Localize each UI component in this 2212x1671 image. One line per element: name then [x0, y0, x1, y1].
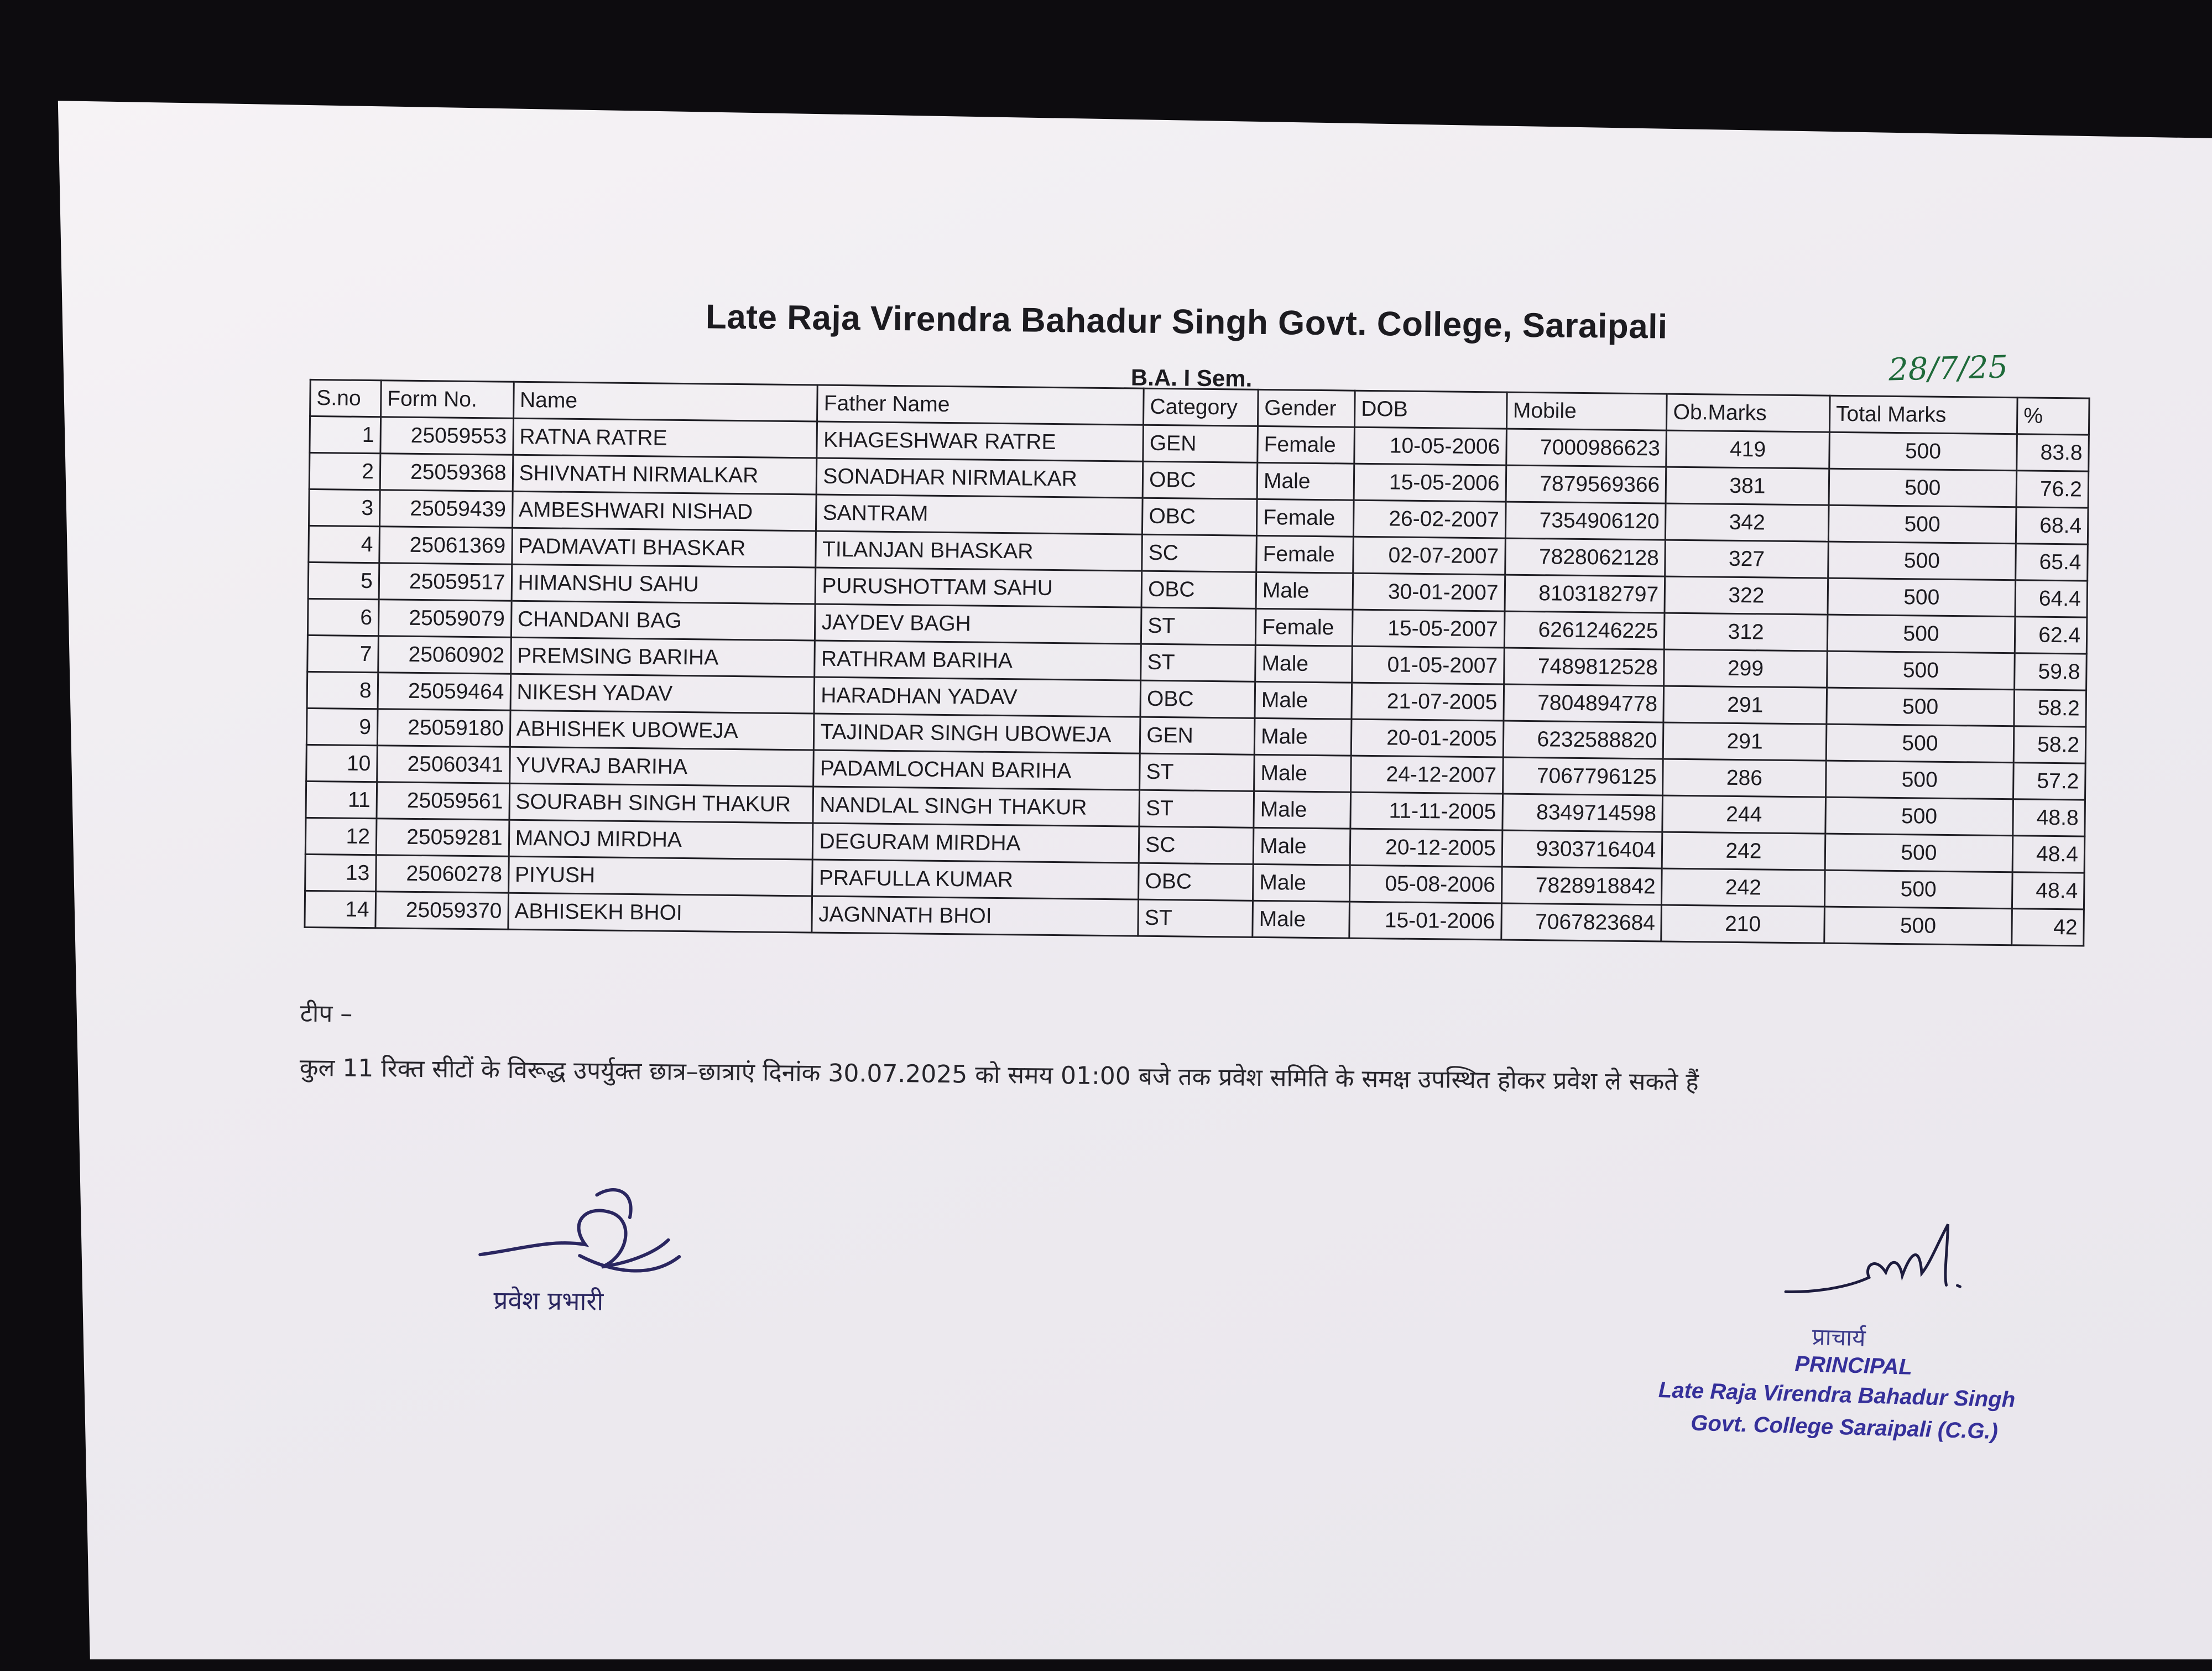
- cell-sno: 13: [305, 854, 377, 891]
- header-ob-marks: Ob.Marks: [1667, 394, 1830, 432]
- cell-sno: 1: [310, 416, 381, 453]
- cell-mobile: 7000986623: [1506, 429, 1666, 467]
- cell-mobile: 8103182797: [1505, 575, 1665, 613]
- cell-total-marks: 500: [1825, 761, 2013, 799]
- cell-sno: 12: [305, 818, 377, 855]
- cell-percent: 48.4: [2012, 872, 2085, 909]
- cell-mobile: 9303716404: [1502, 830, 1662, 868]
- cell-dob: 30-01-2007: [1353, 573, 1505, 611]
- cell-dob: 15-01-2006: [1349, 902, 1501, 940]
- cell-form-no: 25059370: [375, 892, 508, 930]
- cell-sno: 11: [306, 781, 377, 818]
- principal-stamp: [1643, 1205, 2093, 1471]
- cell-dob: 20-12-2005: [1350, 829, 1502, 867]
- cell-name: NIKESH YADAV: [510, 674, 815, 714]
- cell-name: SHIVNATH NIRMALKAR: [513, 455, 817, 494]
- cell-father-name: DEGURAM MIRDHA: [813, 823, 1139, 863]
- cell-dob: 01-05-2007: [1352, 646, 1504, 684]
- cell-percent: 57.2: [2013, 763, 2086, 800]
- cell-total-marks: 500: [1828, 578, 2016, 617]
- principal-caption: प्राचार्य: [1812, 1323, 1866, 1352]
- cell-gender: Female: [1255, 608, 1353, 646]
- cell-ob-marks: 299: [1664, 649, 1827, 688]
- cell-form-no: 25059553: [380, 417, 513, 455]
- cell-mobile: 8349714598: [1502, 794, 1662, 832]
- cell-total-marks: 500: [1827, 615, 2015, 653]
- cell-total-marks: 500: [1827, 688, 2015, 726]
- cell-ob-marks: 419: [1666, 430, 1829, 468]
- note-heading: टीप –: [300, 999, 353, 1028]
- cell-name: HIMANSHU SAHU: [512, 564, 816, 604]
- cell-ob-marks: 322: [1665, 576, 1828, 615]
- admission-incharge-signature: [468, 1172, 702, 1301]
- cell-form-no: 25060278: [375, 855, 508, 893]
- cell-mobile: 7879569366: [1506, 465, 1666, 503]
- cell-total-marks: 500: [1824, 870, 2012, 909]
- cell-total-marks: 500: [1829, 432, 2017, 471]
- cell-total-marks: 500: [1829, 468, 2017, 507]
- cell-name: PIYUSH: [508, 856, 812, 896]
- cell-percent: 65.4: [2016, 544, 2088, 581]
- cell-mobile: 6232588820: [1503, 721, 1663, 759]
- cell-gender: Female: [1258, 426, 1355, 464]
- cell-percent: 48.4: [2012, 836, 2085, 873]
- cell-father-name: NANDLAL SINGH THAKUR: [813, 787, 1139, 826]
- cell-father-name: JAGNNATH BHOI: [812, 896, 1138, 936]
- cell-percent: 76.2: [2016, 471, 2089, 508]
- admission-incharge-signature-block: [468, 1172, 702, 1340]
- header-form-no: Form No.: [380, 381, 513, 419]
- header-father-name: Father Name: [817, 385, 1144, 425]
- cell-ob-marks: 327: [1665, 540, 1828, 578]
- cell-category: OBC: [1141, 571, 1256, 608]
- cell-name: MANOJ MIRDHA: [509, 820, 813, 860]
- cell-form-no: 25059464: [378, 673, 510, 711]
- cell-form-no: 25060902: [378, 636, 511, 674]
- cell-sno: 10: [306, 745, 378, 782]
- college-title: Late Raja Virendra Bahadur Singh Govt. College, Saraipali: [705, 298, 1668, 346]
- cell-name: SOURABH SINGH THAKUR: [509, 783, 813, 823]
- cell-father-name: SANTRAM: [816, 494, 1142, 534]
- cell-name: AMBESHWARI NISHAD: [512, 491, 816, 531]
- principal-signature: [1779, 1209, 1992, 1331]
- cell-sno: 3: [309, 489, 380, 526]
- cell-dob: 05-08-2006: [1349, 865, 1501, 903]
- header-total-marks: Total Marks: [1829, 395, 2017, 434]
- cell-mobile: 7828918842: [1501, 867, 1662, 905]
- cell-form-no: 25061369: [379, 527, 512, 565]
- cell-percent: 62.4: [2015, 617, 2087, 654]
- cell-father-name: KHAGESHWAR RATRE: [817, 421, 1143, 461]
- cell-category: OBC: [1139, 863, 1254, 900]
- cell-form-no: 25059079: [378, 600, 511, 638]
- cell-gender: Female: [1256, 499, 1354, 537]
- cell-name: YUVRAJ BARIHA: [509, 747, 813, 787]
- cell-ob-marks: 286: [1663, 759, 1826, 797]
- cell-sno: 8: [307, 671, 378, 709]
- table-body: [305, 416, 2089, 946]
- cell-percent: 58.2: [2013, 726, 2086, 763]
- cell-category: GEN: [1143, 425, 1258, 462]
- cell-percent: 83.8: [2017, 434, 2089, 471]
- cell-category: ST: [1141, 644, 1256, 681]
- stamp-college-name: Late Raja Virendra Bahadur Singh: [1658, 1377, 2016, 1412]
- cell-total-marks: 500: [1826, 724, 2014, 763]
- cell-category: OBC: [1142, 498, 1258, 535]
- class-subtitle: B.A. I Sem.: [1130, 364, 1253, 392]
- cell-category: ST: [1140, 753, 1255, 791]
- cell-gender: Male: [1253, 900, 1350, 938]
- cell-gender: Male: [1255, 681, 1352, 719]
- header-gender: Gender: [1258, 389, 1355, 427]
- cell-name: ABHISEKH BHOI: [508, 893, 812, 933]
- cell-name: CHANDANI BAG: [511, 601, 815, 641]
- cell-form-no: 25059517: [379, 563, 512, 601]
- cell-sno: 5: [308, 562, 379, 599]
- cell-category: ST: [1138, 899, 1253, 937]
- cell-mobile: 7828062128: [1505, 538, 1665, 576]
- cell-form-no: 25060341: [377, 746, 510, 784]
- cell-dob: 21-07-2005: [1352, 683, 1504, 721]
- cell-dob: 26-02-2007: [1353, 500, 1505, 538]
- cell-sno: 4: [309, 525, 380, 563]
- cell-dob: 02-07-2007: [1353, 537, 1505, 575]
- cell-total-marks: 500: [1828, 505, 2016, 544]
- cell-gender: Female: [1256, 535, 1354, 573]
- header-sno: S.no: [310, 379, 382, 417]
- cell-total-marks: 500: [1825, 834, 2013, 872]
- cell-category: OBC: [1142, 461, 1258, 499]
- cell-ob-marks: 312: [1665, 613, 1828, 651]
- cell-mobile: 7489812528: [1504, 648, 1664, 686]
- cell-sno: 14: [305, 891, 376, 928]
- cell-percent: 48.8: [2013, 799, 2085, 836]
- cell-form-no: 25059561: [377, 782, 509, 820]
- cell-category: ST: [1141, 607, 1256, 645]
- cell-category: OBC: [1140, 680, 1255, 718]
- cell-father-name: TAJINDAR SINGH UBOWEJA: [814, 714, 1140, 753]
- cell-name: PADMAVATI BHASKAR: [512, 528, 816, 568]
- cell-mobile: 7804894778: [1504, 684, 1664, 722]
- cell-gender: Male: [1255, 645, 1353, 683]
- cell-ob-marks: 210: [1661, 905, 1824, 943]
- cell-sno: 2: [309, 452, 380, 490]
- cell-form-no: 25059439: [379, 490, 512, 528]
- note-text: कुल 11 रिक्त सीटों के विरूद्ध उपर्युक्त छात्र–छात्राएं दिनांक 30.07.2025 को समय 01:00 बजे तक प्रवेश समिति के समक्ष उपस्थित होकर प्रवेश ले सकते हैं: [299, 1053, 1699, 1097]
- admission-incharge-caption: प्रवेश प्रभारी: [493, 1285, 604, 1316]
- cell-form-no: 25059281: [376, 819, 509, 857]
- stamp-college-location: Govt. College Saraipali (C.G.): [1690, 1410, 1999, 1444]
- header-percent: %: [2017, 398, 2090, 435]
- cell-gender: Male: [1256, 572, 1353, 610]
- cell-percent: 42: [2012, 909, 2084, 946]
- cell-sno: 9: [306, 708, 378, 745]
- cell-dob: 11-11-2005: [1350, 792, 1503, 830]
- cell-dob: 20-01-2005: [1351, 719, 1503, 757]
- cell-father-name: PURUSHOTTAM SAHU: [816, 568, 1142, 607]
- cell-father-name: SONADHAR NIRMALKAR: [817, 458, 1143, 498]
- cell-category: SC: [1139, 826, 1254, 864]
- cell-ob-marks: 342: [1666, 503, 1829, 542]
- cell-total-marks: 500: [1828, 542, 2016, 580]
- cell-father-name: RATHRAM BARIHA: [815, 641, 1141, 680]
- cell-father-name: PADAMLOCHAN BARIHA: [813, 750, 1140, 790]
- cell-ob-marks: 244: [1662, 795, 1825, 834]
- cell-ob-marks: 291: [1663, 686, 1827, 724]
- cell-dob: 10-05-2006: [1354, 427, 1506, 465]
- header-dob: DOB: [1354, 391, 1506, 429]
- cell-dob: 15-05-2006: [1354, 464, 1506, 502]
- cell-sno: 6: [307, 598, 379, 636]
- cell-percent: 64.4: [2015, 580, 2088, 617]
- cell-dob: 24-12-2007: [1350, 756, 1503, 794]
- stamp-principal-label: PRINCIPAL: [1794, 1351, 1913, 1380]
- cell-percent: 58.2: [2014, 690, 2086, 727]
- cell-ob-marks: 381: [1666, 467, 1829, 505]
- cell-category: ST: [1139, 790, 1254, 827]
- cell-ob-marks: 291: [1663, 722, 1827, 761]
- cell-form-no: 25059180: [377, 709, 510, 747]
- cell-total-marks: 500: [1825, 797, 2013, 836]
- cell-gender: Male: [1257, 462, 1354, 500]
- cell-gender: Male: [1254, 791, 1351, 829]
- cell-mobile: 7067823684: [1501, 903, 1661, 941]
- cell-father-name: TILANJAN BHASKAR: [816, 531, 1142, 571]
- cell-father-name: PRAFULLA KUMAR: [812, 860, 1139, 899]
- header-mobile: Mobile: [1506, 392, 1667, 430]
- handwritten-date: 28/7/25: [1888, 349, 2008, 388]
- cell-ob-marks: 242: [1662, 832, 1825, 870]
- cell-gender: Male: [1254, 718, 1352, 756]
- cell-total-marks: 500: [1824, 907, 2012, 945]
- merit-list-table: [304, 379, 2090, 947]
- cell-percent: 68.4: [2016, 507, 2088, 544]
- cell-dob: 15-05-2007: [1352, 610, 1504, 648]
- cell-ob-marks: 242: [1662, 868, 1825, 907]
- cell-category: GEN: [1140, 717, 1255, 754]
- cell-percent: 59.8: [2015, 653, 2087, 690]
- cell-mobile: 7354906120: [1505, 502, 1666, 540]
- cell-name: RATNA RATRE: [513, 418, 817, 458]
- cell-total-marks: 500: [1827, 651, 2015, 690]
- cell-gender: Male: [1254, 754, 1352, 792]
- cell-father-name: JAYDEV BAGH: [815, 604, 1141, 644]
- cell-name: PREMSING BARIHA: [510, 637, 815, 677]
- cell-father-name: HARADHAN YADAV: [814, 677, 1140, 717]
- cell-sno: 7: [307, 635, 379, 672]
- cell-name: ABHISHEK UBOWEJA: [510, 710, 814, 750]
- cell-mobile: 7067796125: [1503, 757, 1663, 795]
- cell-category: SC: [1142, 534, 1257, 572]
- header-name: Name: [513, 382, 817, 421]
- cell-gender: Male: [1253, 864, 1350, 902]
- cell-mobile: 6261246225: [1504, 611, 1665, 649]
- header-category: Category: [1144, 388, 1259, 426]
- cell-form-no: 25059368: [380, 454, 513, 492]
- cell-gender: Male: [1253, 827, 1350, 865]
